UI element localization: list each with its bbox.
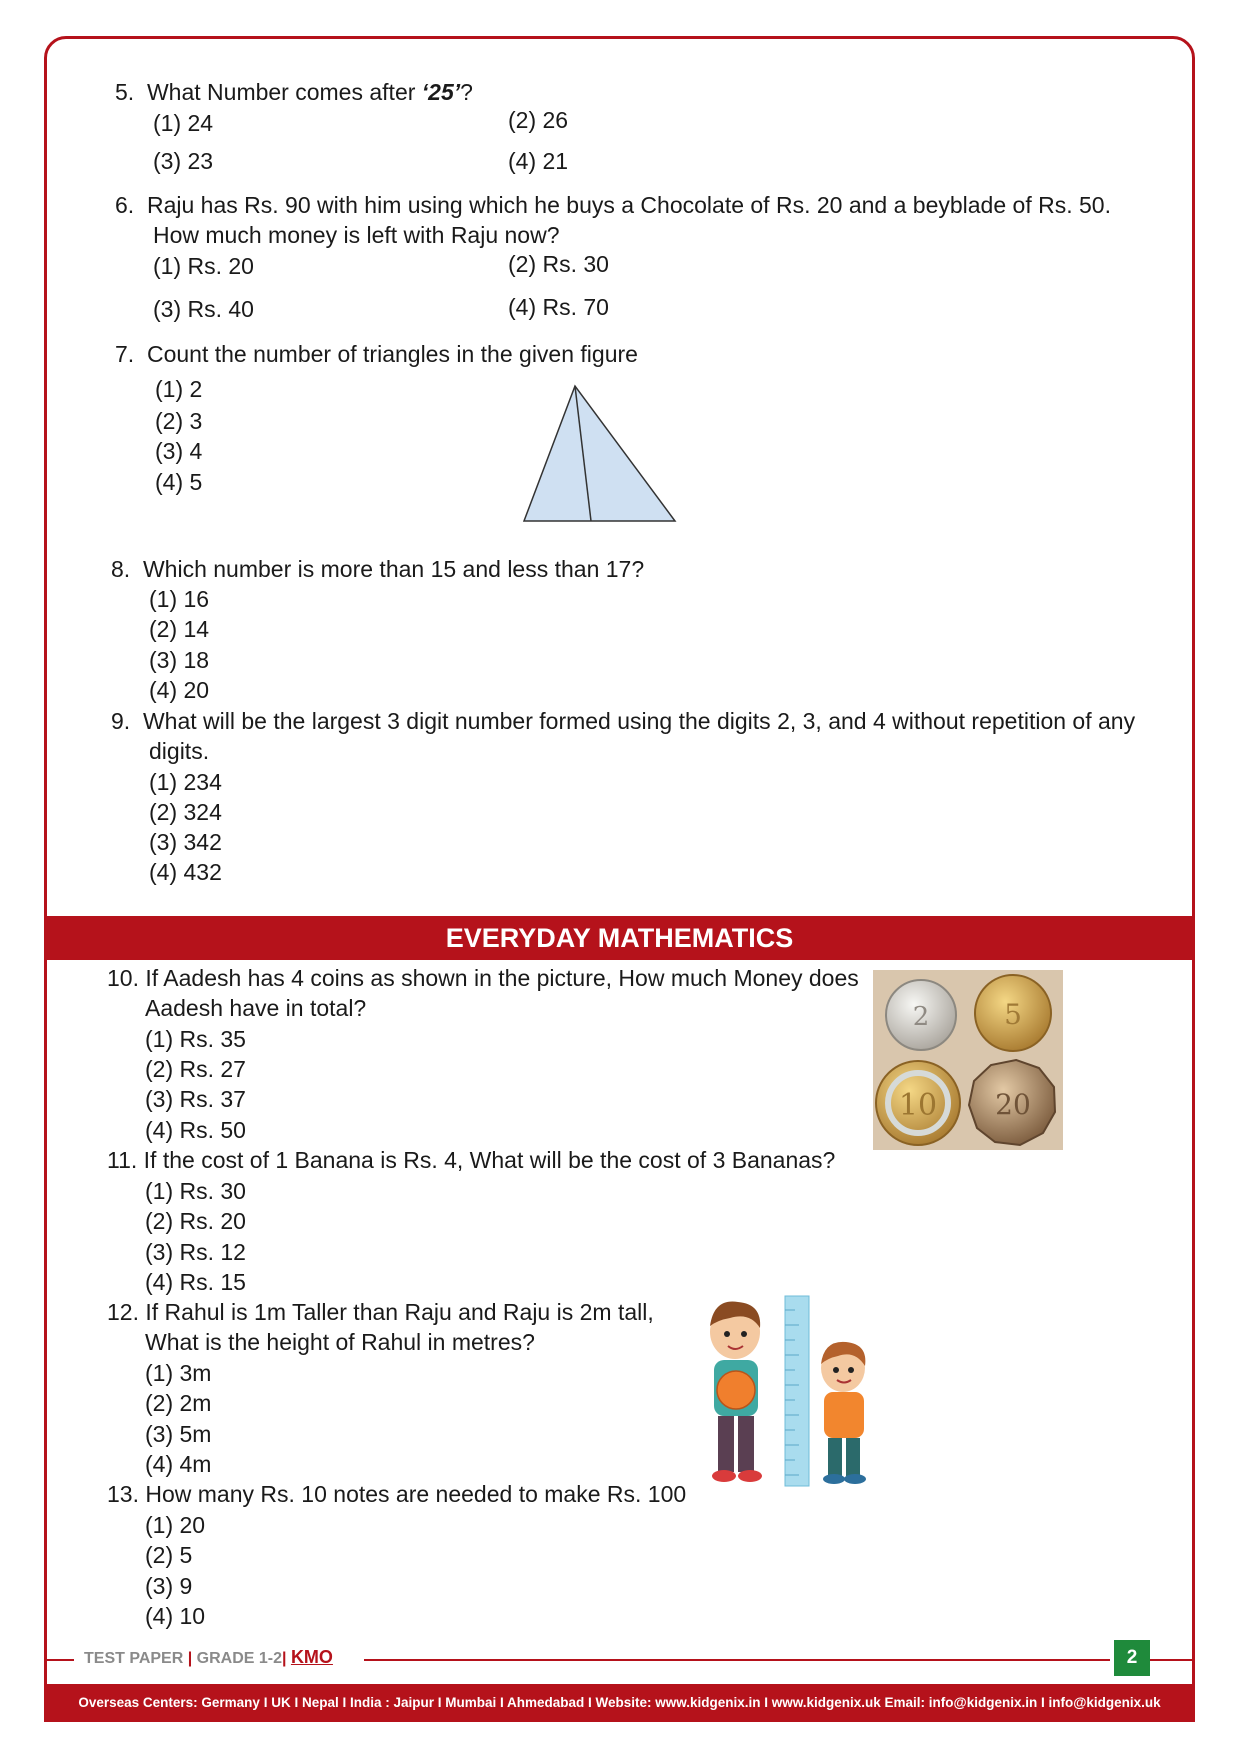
question-text-line2: Aadesh have in total? (145, 995, 367, 1021)
option: (2) Rs. 30 (508, 251, 609, 277)
option: (4) 4m (145, 1451, 212, 1477)
question-11 (107, 1145, 835, 1175)
option: (2) Rs. 27 (145, 1056, 246, 1082)
question-text: Which number is more than 15 and less than 17? (142, 556, 645, 582)
kmo-logo: KMO (290, 1647, 333, 1667)
option: (1) Rs. 20 (153, 253, 254, 279)
option: (4) 20 (149, 677, 210, 703)
question-text: If Rahul is 1m Taller than Raju and Raju is 2m tall, (145, 1299, 654, 1325)
test-paper-text: TEST PAPER (84, 1650, 184, 1667)
option: (2) 2m (145, 1390, 212, 1416)
question-number: 9. (111, 708, 131, 734)
footer-test-paper-label: TEST PAPER | GRADE 1-2| KMO (84, 1647, 333, 1667)
option: (2) 26 (508, 107, 569, 133)
option: (4) 10 (145, 1603, 206, 1629)
option: (2) Rs. 20 (145, 1208, 246, 1234)
coin-2-label: 2 (912, 1002, 930, 1032)
question-13 (107, 1479, 686, 1509)
question-text-line2: What is the height of Rahul in metres? (145, 1329, 535, 1355)
question-number: 6. (115, 192, 135, 218)
option: (1) 3m (145, 1360, 212, 1386)
grade-value: 1-2 (258, 1650, 283, 1667)
question-number: 11. (107, 1147, 138, 1173)
question-8 (111, 554, 644, 584)
question-text: How many Rs. 10 notes are needed to make Rs. 100 (145, 1481, 687, 1507)
option: (1) 20 (145, 1512, 206, 1538)
question-emphasis: ‘25’ (421, 79, 461, 105)
question-number: 13. (107, 1481, 139, 1507)
option: (3) 9 (145, 1573, 193, 1599)
question-text-end: ? (460, 79, 473, 105)
question-number: 5. (115, 79, 135, 105)
option: (2) 3 (155, 408, 203, 434)
footer-rule-right (364, 1659, 1110, 1661)
option: (1) Rs. 35 (145, 1026, 246, 1052)
question-text: Count the number of triangles in the given figure (146, 341, 638, 367)
question-text: If the cost of 1 Banana is Rs. 4, What will be the cost of 3 Bananas? (143, 1147, 836, 1173)
coin-10-label: 10 (898, 1088, 938, 1123)
question-12 (107, 1297, 654, 1327)
option: (3) 342 (149, 829, 222, 855)
question-5 (115, 77, 473, 107)
coin-20-label: 20 (995, 1088, 1031, 1121)
option: (3) 4 (155, 438, 203, 464)
option: (2) 324 (149, 799, 222, 825)
question-6 (115, 190, 1111, 220)
grade-text: GRADE (196, 1650, 255, 1667)
question-number: 7. (115, 341, 135, 367)
page-number: 2 (1114, 1640, 1150, 1676)
question-number: 10. (107, 965, 139, 991)
question-10 (107, 963, 859, 993)
option: (3) Rs. 40 (153, 296, 254, 322)
option: (4) 21 (508, 148, 569, 174)
question-text: What will be the largest 3 digit number formed using the digits 2, 3, and 4 without repetition of any (142, 708, 1136, 734)
question-9 (111, 706, 1135, 736)
question-text-line2: digits. (149, 738, 210, 764)
option: (3) 18 (149, 647, 210, 673)
question-text: If Aadesh has 4 coins as shown in the picture, How much Money does (145, 965, 859, 991)
option: (3) Rs. 12 (145, 1239, 246, 1265)
option: (3) Rs. 37 (145, 1086, 246, 1112)
option: (4) 5 (155, 469, 203, 495)
option: (1) 234 (149, 769, 222, 795)
option: (3) 5m (145, 1421, 212, 1447)
option: (2) 5 (145, 1542, 193, 1568)
footer-rule-end (1150, 1659, 1195, 1661)
question-text: Raju has Rs. 90 with him using which he buys a Chocolate of Rs. 20 and a beyblade of Rs. 50. (146, 192, 1111, 218)
option: (1) 2 (155, 376, 203, 402)
option: (4) Rs. 50 (145, 1117, 246, 1143)
triangle-figure (520, 380, 680, 525)
option: (4) 432 (149, 859, 222, 885)
question-number: 8. (111, 556, 131, 582)
coins-image (873, 970, 1063, 1150)
option: (3) 23 (153, 148, 214, 174)
children-height-image (700, 1290, 885, 1490)
question-text-line2: How much money is left with Raju now? (153, 222, 560, 248)
option: (4) Rs. 70 (508, 294, 609, 320)
option: (1) 16 (149, 586, 210, 612)
question-number: 12. (107, 1299, 139, 1325)
option: (1) Rs. 30 (145, 1178, 246, 1204)
option: (2) 14 (149, 616, 210, 642)
coin-5-label: 5 (1004, 998, 1022, 1031)
option: (4) Rs. 15 (145, 1269, 246, 1295)
section-banner: EVERYDAY MATHEMATICS (44, 916, 1195, 960)
question-text: What Number comes after (146, 79, 422, 105)
option: (1) 24 (153, 110, 214, 136)
footer-rule-left (44, 1659, 74, 1661)
question-7 (115, 339, 638, 369)
contact-footer: Overseas Centers: Germany I UK I Nepal I India : Jaipur I Mumbai I Ahmedabad I Website: www.kidgenix.in I www.kidgenix.uk Email: info@kidgenix.in I info@kidgenix.uk (44, 1684, 1195, 1722)
